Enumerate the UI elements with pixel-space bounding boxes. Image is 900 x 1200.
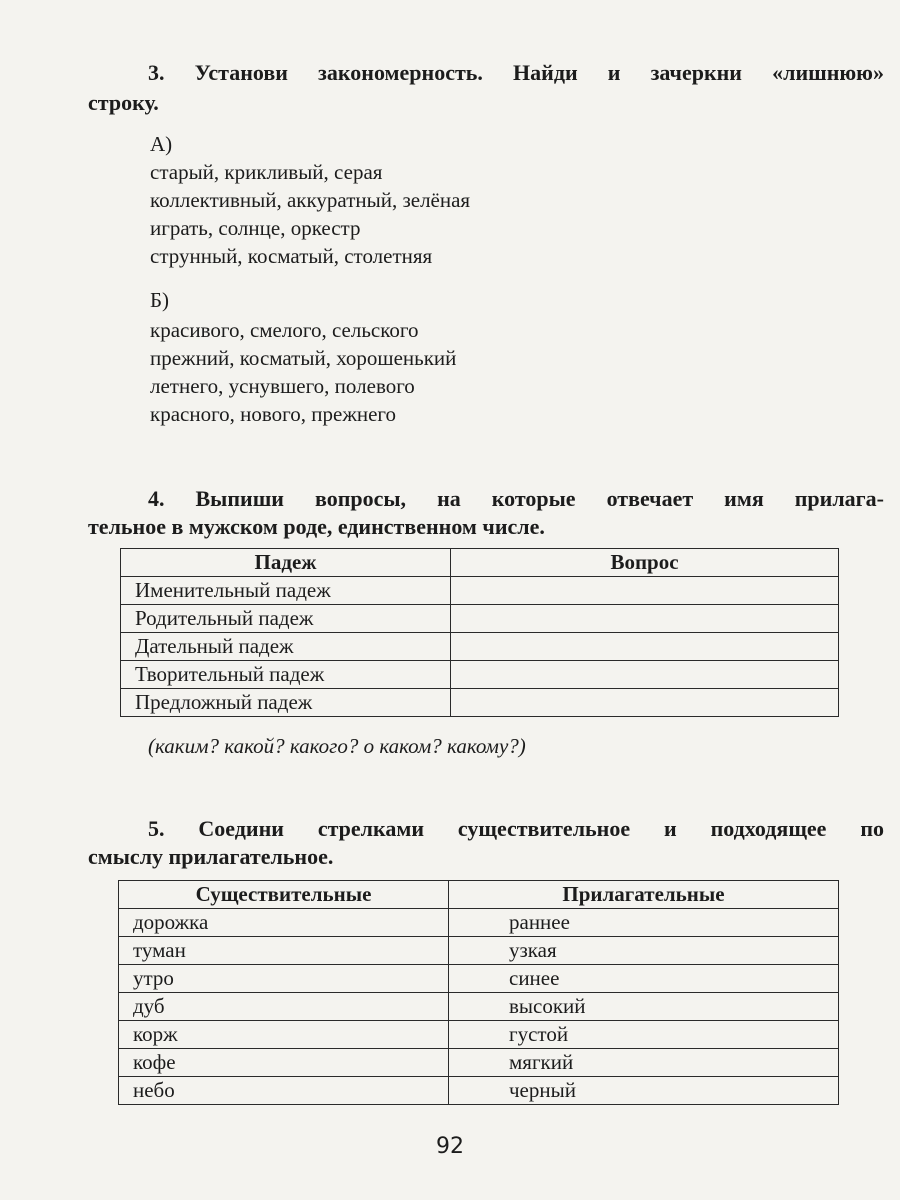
table-row (119, 965, 839, 993)
noun-cell[interactable]: дуб (119, 993, 449, 1021)
table-header-row (119, 881, 839, 909)
adjective-cell[interactable]: густой (449, 1021, 839, 1049)
case-cell: Дательный падеж (121, 633, 451, 661)
task4-title-line1: 4. Выпиши вопросы, на которые отвечает имя прилага- (148, 486, 884, 511)
table-header-row (121, 549, 839, 577)
noun-cell[interactable]: утро (119, 965, 449, 993)
task4-title-cont (88, 512, 884, 542)
case-cell: Именительный падеж (121, 577, 451, 605)
task3-group-b-row[interactable]: летнего, уснувшего, полевого (150, 374, 415, 398)
adjective-cell[interactable]: узкая (449, 937, 839, 965)
table-row (119, 1049, 839, 1077)
task5-title-line2: смыслу прилагательное. (88, 844, 334, 869)
header-case: Падеж (121, 549, 451, 577)
table-row (121, 689, 839, 717)
task3-title-cont (88, 88, 884, 118)
task4-title-line2: тельное в мужском роде, единственном числе. (88, 514, 545, 539)
task3-group-b-row[interactable]: прежний, косматый, хорошенький (150, 346, 457, 370)
noun-cell[interactable]: корж (119, 1021, 449, 1049)
table-row (121, 661, 839, 689)
question-answer-cell[interactable] (451, 633, 839, 661)
table-row (121, 605, 839, 633)
task3-group-b-row[interactable]: красного, нового, прежнего (150, 402, 396, 426)
adjective-cell[interactable]: мягкий (449, 1049, 839, 1077)
page-number: 92 (436, 1134, 464, 1159)
task3-group-a-row[interactable]: коллективный, аккуратный, зелёная (150, 188, 471, 212)
task3-title (88, 58, 884, 88)
noun-cell[interactable]: небо (119, 1077, 449, 1105)
noun-cell[interactable]: дорожка (119, 909, 449, 937)
adjective-cell[interactable]: черный (449, 1077, 839, 1105)
noun-cell[interactable]: туман (119, 937, 449, 965)
adjective-cell[interactable]: раннее (449, 909, 839, 937)
table-row (121, 633, 839, 661)
question-answer-cell[interactable] (451, 577, 839, 605)
task4-title (88, 484, 884, 514)
adjective-cell[interactable]: высокий (449, 993, 839, 1021)
table-row (119, 993, 839, 1021)
question-answer-cell[interactable] (451, 605, 839, 633)
case-cell: Предложный падеж (121, 689, 451, 717)
task3-group-a-label: А) (150, 132, 173, 156)
question-answer-cell[interactable] (451, 689, 839, 717)
header-question: Вопрос (451, 549, 839, 577)
table-row (119, 937, 839, 965)
task5-title-line1: 5. Соедини стрелками существительное и подходящее по (148, 816, 884, 841)
task3-group-b-label: Б) (150, 288, 170, 312)
task3-title-line1: 3. Установи закономерность. Найди и зачеркни «лишнюю» (148, 60, 884, 85)
task5-title (88, 814, 884, 844)
noun-cell[interactable]: кофе (119, 1049, 449, 1077)
table-row (119, 1077, 839, 1105)
question-answer-cell[interactable] (451, 661, 839, 689)
case-questions-table (120, 548, 839, 717)
task5-title-cont (88, 842, 884, 872)
task4-hint: (каким? какой? какого? о каком? какому?) (148, 734, 526, 758)
table-row (119, 909, 839, 937)
task3-group-b-row[interactable]: красивого, смелого, сельского (150, 318, 419, 342)
case-cell: Родительный падеж (121, 605, 451, 633)
task3-group-a-row[interactable]: играть, солнце, оркестр (150, 216, 361, 240)
task3-title-line2: строку. (88, 90, 159, 115)
header-nouns: Существительные (119, 881, 449, 909)
adjective-cell[interactable]: синее (449, 965, 839, 993)
task3-group-a-row[interactable]: струнный, косматый, столетняя (150, 244, 433, 268)
table-row (121, 577, 839, 605)
matching-table (118, 880, 839, 1105)
case-cell: Творительный падеж (121, 661, 451, 689)
table-row (119, 1021, 839, 1049)
header-adjectives: Прилагательные (449, 881, 839, 909)
task3-group-a-row[interactable]: старый, крикливый, серая (150, 160, 383, 184)
